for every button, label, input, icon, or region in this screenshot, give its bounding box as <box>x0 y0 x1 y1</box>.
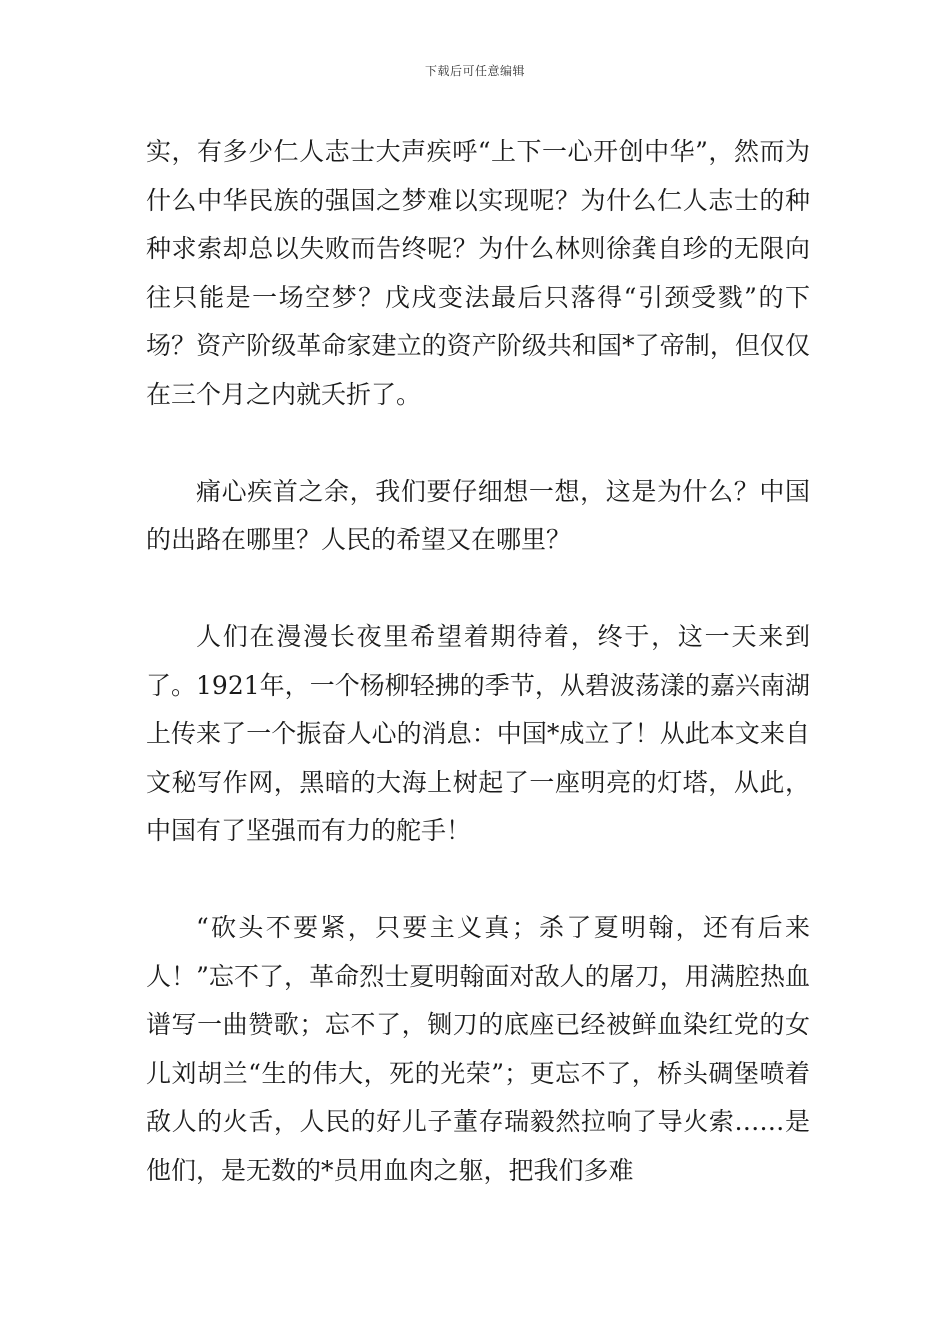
document-body <box>146 128 810 1195</box>
paragraph-gap <box>146 565 810 614</box>
paragraph-3: 人们在漫漫长夜里希望着期待着，终于，这一天来到了。1921年，一个杨柳轻拂的季节，从碧波荡漾的嘉兴南湖上传来了一个振奋人心的消息：中国*成立了！从此本文来自文秘写作网，黑暗的大海上树起了一座明亮的灯塔，从此，中国有了坚强而有力的舵手！ <box>146 622 810 845</box>
paragraph-2: 痛心疾首之余，我们要仔细想一想，这是为什么？中国的出路在哪里？人民的希望又在哪里？ <box>146 476 810 554</box>
page-header-note: 下载后可任意编辑 <box>424 64 525 78</box>
paragraph-gap <box>146 419 810 468</box>
paragraph-1: 实，有多少仁人志士大声疾呼“上下一心开创中华”，然而为什么中华民族的强国之梦难以实现呢？为什么仁人志士的种种求索却总以失败而告终呢？为什么林则徐龚自珍的无限向往只能是一场空梦？戊戌变法最后只落得“引颈受戮”的下场？资产阶级革命家建立的资产阶级共和国*了帝制，但仅仅在三个月之内就夭折了。 <box>146 137 810 409</box>
paragraph-4: “砍头不要紧，只要主义真；杀了夏明翰，还有后来人！”忘不了，革命烈士夏明翰面对敌人的屠刀，用满腔热血谱写一曲赞歌；忘不了，铡刀的底座已经被鲜血染红党的女儿刘胡兰“生的伟大，死的光荣”；更忘不了，桥头碉堡喷着敌人的火舌，人民的好儿子董存瑞毅然拉响了导火索……是他们，是无数的*员用血肉之躯，把我们多难 <box>146 913 810 1185</box>
paragraph-gap <box>146 856 810 905</box>
